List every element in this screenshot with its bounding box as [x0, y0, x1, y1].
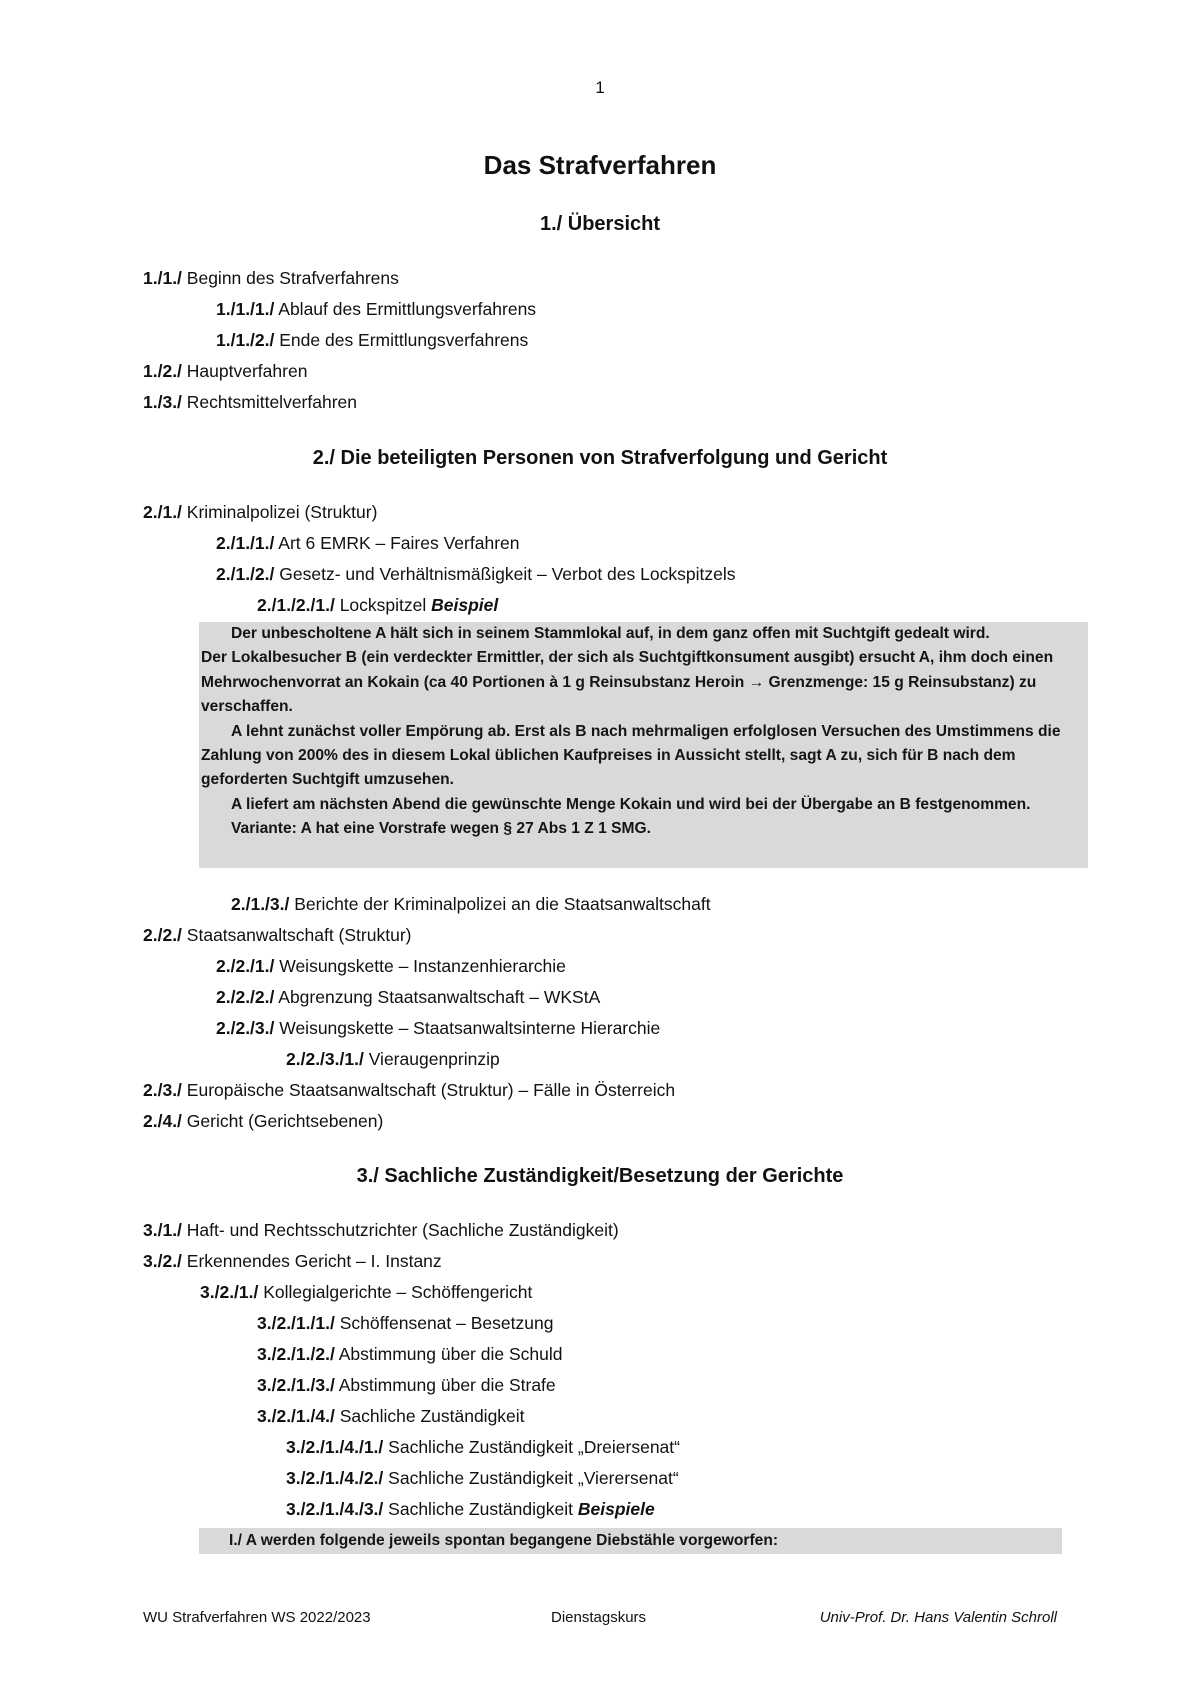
outline-item: 2./2./ Staatsanwaltschaft (Struktur)	[143, 925, 412, 945]
example-box	[199, 622, 1088, 868]
outline-item: 3./2./1./3./ Abstimmung über die Strafe	[257, 1375, 556, 1395]
section-heading-3: 3./ Sachliche Zuständigkeit/Besetzung der Gerichte	[356, 1165, 844, 1187]
outline-item: 2./1./1./ Art 6 EMRK – Faires Verfahren	[216, 533, 520, 553]
outline-item: 3./2./1./4./ Sachliche Zuständigkeit	[257, 1406, 525, 1426]
outline-item: 3./2./ Erkennendes Gericht – I. Instanz	[143, 1251, 442, 1271]
example-paragraph: A lehnt zunächst voller Empörung ab. Erst als B nach mehrmaligen erfolglosen Versuchen des Umstimmens die Zahlung von 200% des in diesem Lokal üblichen Kaufpreises in Aussicht stellt, sagt A zu, sich für B nach dem geforderten Suchtgift umzusehen.	[201, 722, 1061, 789]
outline-item: 2./2./1./ Weisungskette – Instanzenhierarchie	[216, 956, 566, 976]
example-paragraph: A liefert am nächsten Abend die gewünschte Menge Kokain und wird bei der Übergabe an B festgenommen.	[231, 795, 1031, 813]
footer-course: WU Strafverfahren WS 2022/2023	[143, 1609, 371, 1626]
footer-group: Dienstagskurs	[551, 1609, 647, 1626]
example-paragraph: Der unbescholtene A hält sich in seinem Stammlokal auf, in dem ganz offen mit Suchtgift gedealt wird.	[231, 625, 990, 642]
section-heading-1: 1./ Übersicht	[539, 213, 661, 235]
outline-item: 2./2./2./ Abgrenzung Staatsanwaltschaft – WKStA	[216, 987, 601, 1007]
outline-item: 3./1./ Haft- und Rechtsschutzrichter (Sachliche Zuständigkeit)	[143, 1220, 619, 1240]
outline-item: 3./2./1./4./1./ Sachliche Zuständigkeit „Dreiersenat“	[286, 1437, 680, 1457]
outline-item: 1./1./1./ Ablauf des Ermittlungsverfahrens	[216, 299, 537, 319]
outline-item: 1./3./ Rechtsmittelverfahren	[143, 392, 358, 412]
page-number: 1	[595, 78, 605, 97]
footer-author: Univ-Prof. Dr. Hans Valentin Schroll	[819, 1609, 1057, 1626]
outline-item: 2./2./3./1./ Vieraugenprinzip	[286, 1049, 500, 1069]
outline-item: 2./1./3./ Berichte der Kriminalpolizei an die Staatsanwaltschaft	[231, 894, 711, 914]
outline-item: 3./2./1./2./ Abstimmung über die Schuld	[257, 1344, 563, 1364]
outline-item: 3./2./1./4./3./ Sachliche Zuständigkeit Beispiele	[286, 1499, 655, 1519]
outline-item: 1./2./ Hauptverfahren	[143, 361, 308, 381]
outline-item: 2./1./2./1./ Lockspitzel Beispiel	[257, 595, 499, 615]
outline-item: 2./3./ Europäische Staatsanwaltschaft (Struktur) – Fälle in Österreich	[143, 1080, 676, 1100]
example-strip: I./ A werden folgende jeweils spontan begangene Diebstähle vorgeworfen:	[199, 1528, 1062, 1554]
outline-item: 2./4./ Gericht (Gerichtsebenen)	[143, 1111, 384, 1131]
example-paragraph: Der Lokalbesucher B (ein verdeckter Ermittler, der sich als Suchtgiftkonsument ausgibt) ersucht A, ihm doch einen Mehrwochenvorrat an Kokain (ca 40 Portionen à 1 g Reinsubstanz Heroin → Grenzmenge: 15 g Reinsubstanz) zu verschaffen.	[201, 649, 1054, 716]
example-variant: Variante: A hat eine Vorstrafe wegen § 27 Abs 1 Z 1 SMG.	[231, 820, 652, 838]
outline-item: 1./1./2./ Ende des Ermittlungsverfahrens	[216, 330, 529, 350]
outline-item: 2./1./2./ Gesetz- und Verhältnismäßigkeit – Verbot des Lockspitzels	[216, 564, 736, 584]
outline-item: 1./1./ Beginn des Strafverfahrens	[143, 268, 399, 288]
outline-item: 2./1./ Kriminalpolizei (Struktur)	[143, 502, 378, 522]
outline-item: 3./2./1./4./2./ Sachliche Zuständigkeit „Vierersenat“	[286, 1468, 679, 1488]
section-heading-2: 2./ Die beteiligten Personen von Strafverfolgung und Gericht	[312, 447, 888, 469]
outline-item: 3./2./1./1./ Schöffensenat – Besetzung	[257, 1313, 554, 1333]
document-title: Das Strafverfahren	[483, 150, 717, 180]
outline-item: 3./2./1./ Kollegialgerichte – Schöffengericht	[200, 1282, 533, 1302]
outline-item: 2./2./3./ Weisungskette – Staatsanwaltsinterne Hierarchie	[216, 1018, 661, 1038]
